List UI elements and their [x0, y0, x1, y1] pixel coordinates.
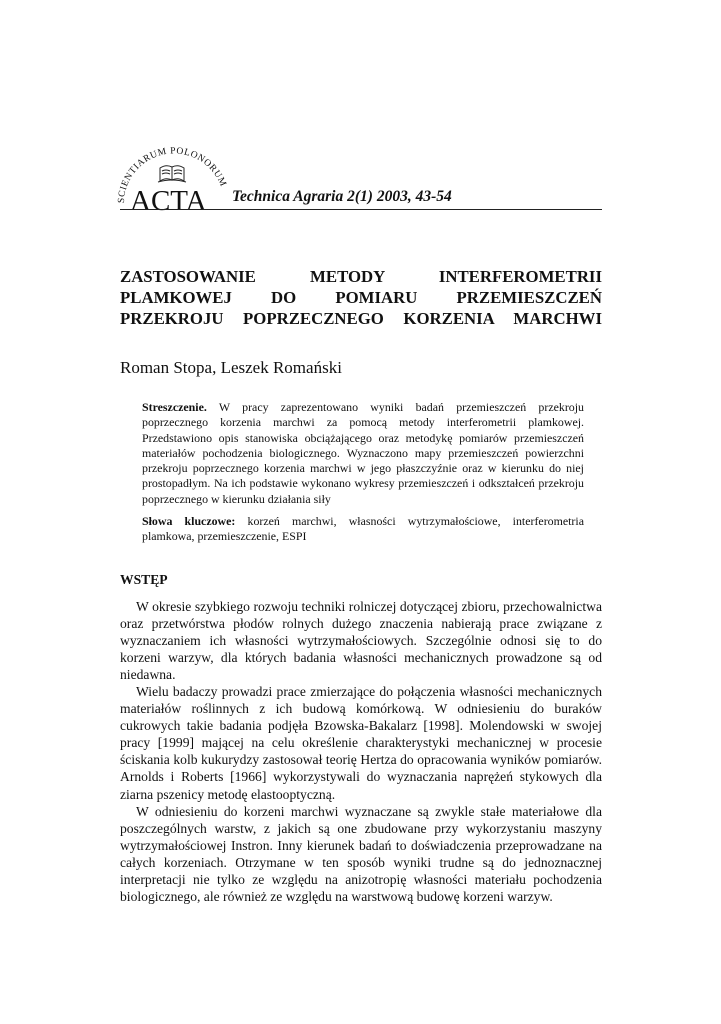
- header-divider: [120, 209, 602, 210]
- abstract: [142, 400, 584, 507]
- journal-reference: Technica Agraria 2(1) 2003, 43-54: [232, 188, 452, 205]
- keywords-label: Słowa kluczowe:: [142, 514, 236, 528]
- abstract-label: Streszczenie.: [142, 400, 207, 414]
- title-line: PLAMKOWEJ DO POMIARU PRZEMIESZCZEŃ: [120, 288, 602, 307]
- open-book-icon: [158, 166, 186, 182]
- journal-logo: [112, 140, 230, 212]
- article-title: [120, 266, 602, 329]
- abstract-text: W pracy zaprezentowano wyniki badań przemieszczeń przekroju poprzecznego korzenia marchwi za pomocą metody interferometrii plamkowej. Przedstawiono opis stanowiska obciążającego oraz metodykę pomiarów przemieszczeń materiałów pochodzenia biologicznego. Wyznaczono mapy przemieszczeń powierzchni przekroju poprzecznego korzenia marchwi w jego płaszczyźnie oraz w kierunku do niej prostopadłym. Na ich podstawie wykonano wykresy przemieszczeń i odkształceń przekroju poprzecznego w kierunku działania siły: [142, 400, 584, 506]
- section-heading: WSTĘP: [120, 572, 168, 587]
- logo-arc-text: SCIENTIARUM POLONORUM: [116, 146, 228, 204]
- acta-logo-icon: [112, 140, 230, 212]
- authors: Roman Stopa, Leszek Romański: [120, 358, 342, 377]
- paragraph: W okresie szybkiego rozwoju techniki rolniczej dotyczącej zbioru, przechowalnictwa oraz przetwórstwa płodów rolnych dużego znaczenia nabierają prace związane z wyznaczaniem ich własności wytrzymałościowych. Szczególnie odnosi się to do korzeni warzyw, dla których badania własności mechanicznych prowadzone są od niedawna.: [120, 599, 602, 683]
- paragraph: W odniesieniu do korzeni marchwi wyznaczane są zwykle stałe materiałowe dla poszczególnych warstw, z jakich są one zbudowane przy wykorzystaniu maszyny wytrzymałościowej Instron. Inny kierunek badań to doświadczenia przeprowadzane na całych korzeniach. Otrzymane w ten sposób wyniki trudne są do jednoznacznej interpretacji nie tylko ze względu na anizotropię własności materiału pochodzenia biologicznego, ale również ze względu na warstwową budowę korzeni warzyw.: [120, 803, 602, 904]
- section-body: [120, 598, 602, 905]
- keywords: [142, 514, 584, 545]
- title-line: PRZEKROJU POPRZECZNEGO KORZENIA MARCHWI: [120, 309, 602, 328]
- title-line: ZASTOSOWANIE METODY INTERFEROMETRII: [120, 267, 602, 286]
- keywords-text: korzeń marchwi, własności wytrzymałościowe, interferometria plamkowa, przemieszczenie, ESPI: [142, 514, 584, 544]
- logo-wordmark: ACTA: [130, 185, 207, 212]
- paragraph: Wielu badaczy prowadzi prace zmierzające do połączenia własności mechanicznych materiałów roślinnych z ich budową komórkową. W odniesieniu do buraków cukrowych takie badania podjęła Bzowska-Bakalarz [1998]. Molendowski w swojej pracy [1999] mającej na celu określenie charakterystyki mechanicznej w procesie ściskania kolb kukurydzy zastosował teorię Hertza do opracowania wyników pomiarów. Arnolds i Roberts [1966] wykorzystywali do wyznaczania naprężeń stykowych dla ziarna pszenicy metodę elastooptyczną.: [120, 684, 602, 802]
